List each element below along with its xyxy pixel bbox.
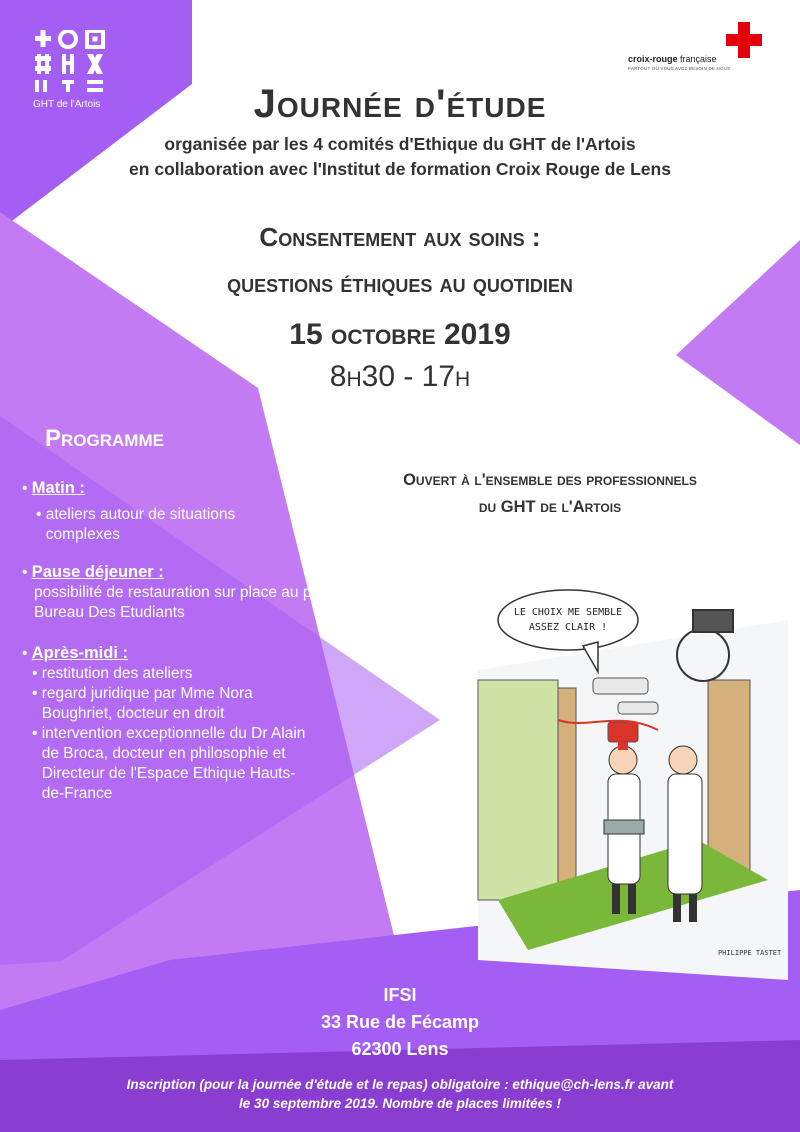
subtitle-organizers: organisée par les 4 comités d'Ethique du GHT de l'Artois	[164, 134, 636, 154]
venue-name: IFSI	[383, 985, 417, 1005]
red-cross-icon	[726, 22, 762, 58]
apres-midi-label: Après-midi :	[31, 644, 128, 662]
programme-matin: • Matin : • ateliers autour de situations complexes	[22, 478, 322, 545]
bubble-line-1: LE CHOIX ME SEMBLE	[513, 607, 623, 618]
audience-note	[330, 467, 770, 521]
subtitle-collaboration: en collaboration avec l'Institut de formation Croix Rouge de Lens	[129, 159, 671, 179]
matin-label: Matin :	[31, 479, 85, 497]
programme-heading: Programme	[45, 425, 164, 452]
pause-text: possibilité de restauration sur place au profit du Bureau Des Etudiants	[34, 584, 359, 621]
list-item: • regard juridique par Mme Nora Boughriet, docteur en droit	[32, 685, 253, 722]
list-item: • intervention exceptionnelle du Dr Alain de Broca, docteur en philosophie et Directeur de l'Espace Ethique Hauts-de-France	[32, 725, 306, 802]
croix-rouge-name	[628, 54, 717, 64]
event-time: 8h30 - 17h	[329, 360, 471, 393]
ght-logo-label: GHT de l'Artois	[33, 99, 101, 110]
theme-line-2: questions éthiques au quotidien	[227, 268, 573, 298]
croix-rouge-name-rest: française	[677, 54, 717, 64]
page-title: Journée d'étude	[253, 82, 547, 126]
croix-rouge-name-bold: croix-rouge	[628, 54, 678, 64]
matin-item: ateliers autour de situations complexes	[45, 506, 236, 543]
list-item: • restitution des ateliers	[32, 665, 193, 682]
audience-line-1: Ouvert à l'ensemble des professionnels	[403, 471, 697, 489]
croix-rouge-tagline: PARTOUT OÙ VOUS AVEZ BESOIN DE NOUS	[628, 66, 731, 71]
theme-line-1: Consentement aux soins :	[259, 222, 541, 252]
speech-bubble	[498, 590, 638, 650]
venue-city: 62300 Lens	[351, 1039, 449, 1059]
event-date: 15 octobre 2019	[289, 318, 511, 351]
programme-apres-midi: • Après-midi : • restitution des ateliers • regard juridique par Mme Nora Boughriet, docteur en droit • intervention exceptionnelle du Dr Alain de Broca, docteur en philosophie et Directeur de l'Espace Ethique Hauts-de-France	[22, 643, 342, 804]
programme-pause: • Pause déjeuner : possibilité de restauration sur place au profit du Bureau Des Etudiants	[22, 562, 402, 623]
cartoon-signature: PHILIPPE TASTET	[718, 949, 782, 957]
pause-label: Pause déjeuner :	[31, 563, 164, 581]
registration-note-line-2: le 30 septembre 2019. Nombre de places limitées !	[239, 1096, 561, 1111]
audience-line-2: du GHT de l'Artois	[478, 498, 622, 516]
croix-rouge-logo	[628, 22, 768, 72]
registration-note-line-1: Inscription (pour la journée d'étude et le repas) obligatoire : ethique@ch-lens.fr avant	[126, 1077, 674, 1092]
bubble-line-2: ASSEZ CLAIR !	[528, 622, 608, 633]
cartoon-illustration	[468, 580, 788, 980]
venue-street: 33 Rue de Fécamp	[320, 1012, 480, 1032]
ght-logo-icon	[33, 30, 108, 96]
